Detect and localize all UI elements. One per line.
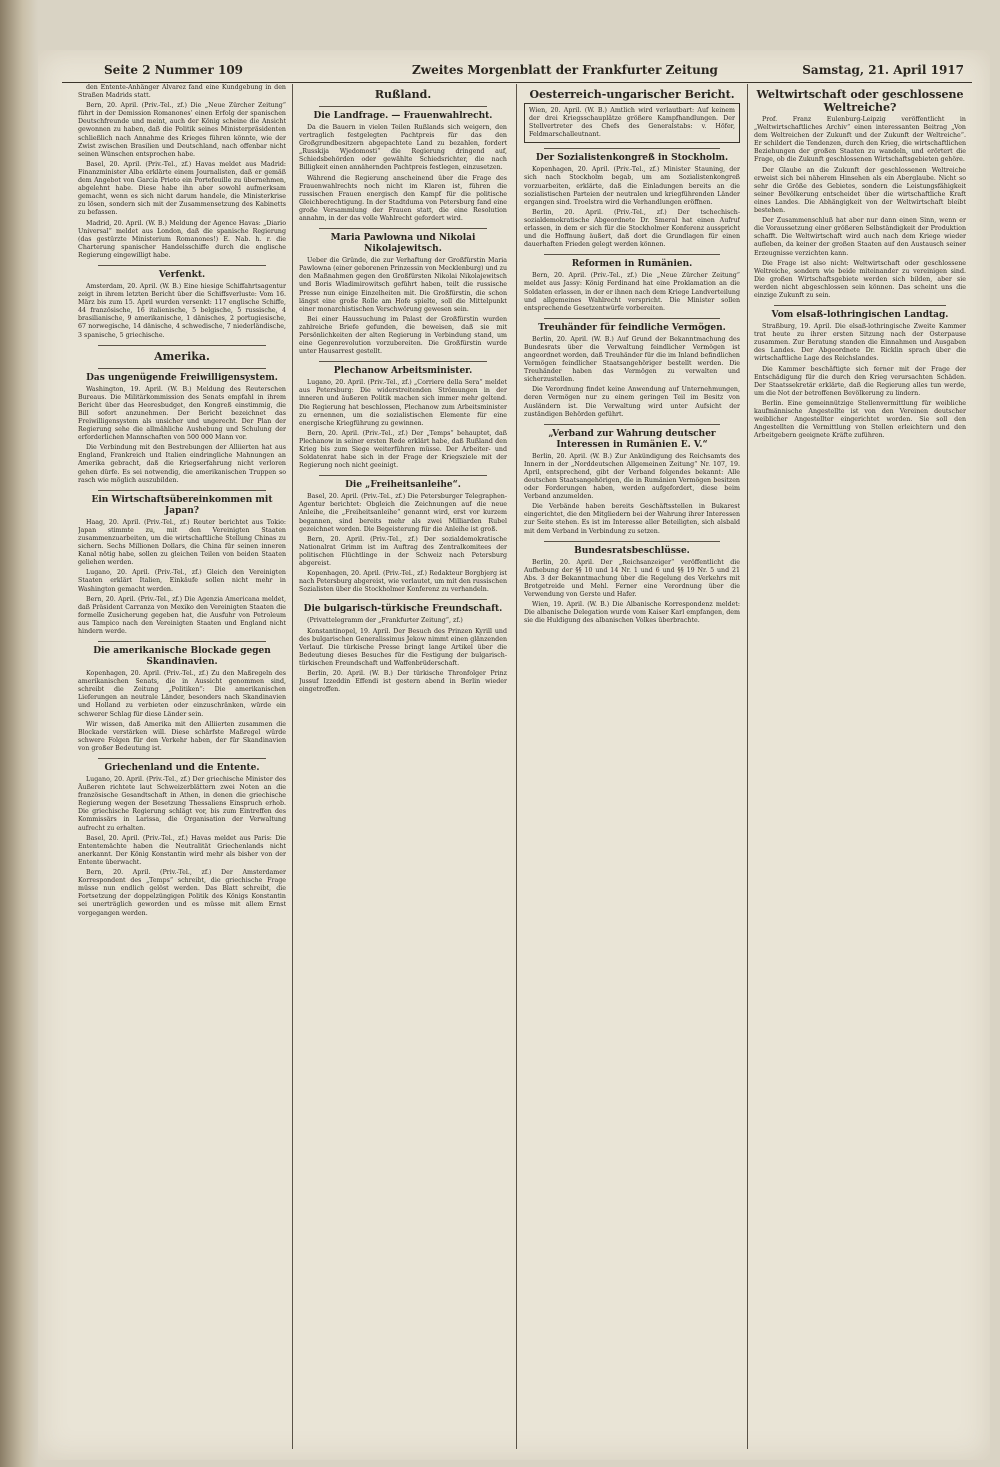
section-headline: „Verband zur Wahrung deutscher Interessen in Rumänien E. V.“ — [548, 428, 716, 450]
article-paragraph: Bern, 20. April. (Priv.-Tel., zf.) Der „Temps“ behauptet, daß Plechanow in seiner ersten Rede erklärt habe, daß Rußland den Krieg bis zum Siege weiterführen müsse. Der Arbeiter- und Soldatenrat habe sich in der Frage der Kriegsziele mit der Regierung noch nicht geeinigt. — [299, 429, 507, 470]
section-divider — [319, 106, 487, 107]
article-paragraph: Wien, 19. April. (W. B.) Die Albanische Korrespondenz meldet: Die albanische Delegation wurde vom Kaiser Karl empfangen, dem sie die Huldigung des albanischen Volkes überbrachte. — [524, 601, 740, 625]
article-paragraph: Bei einer Haussuchung im Palast der Großfürstin wurden zahlreiche Briefe gefunden, die beweisen, daß sie mit Persönlichkeiten der alten Regierung in Verbindung stand, um eine Gegenrevolution vorzubereiten. Die Großfürstin wurde unter Hausarrest gestellt. — [299, 315, 507, 356]
article-paragraph: Lugano, 20. April. (Priv.-Tel., zf.) „Corriere della Sera“ meldet aus Petersburg: Die widerstreitenden Strömungen in der inneren und äußeren Politik machen sich immer mehr geltend. Die Regierung hat beschlossen, Plechanow zum Arbeitsminister zu ernennen, um die sozialistischen Elemente für eine energische Kriegführung zu gewinnen. — [299, 379, 507, 427]
article-paragraph: Washington, 19. April. (W. B.) Meldung des Reuterschen Bureaus. Die Militärkommission des Senats empfahl in ihrem Bericht über das Heeresbudget, den Kongreß einstimmig, die Bill sofort anzunehmen. Der Bericht bezeichnet das Freiwilligensystem als unsicher und ungerecht. Der Plan der Regierung sehe die allmähliche Aushebung und Schulung der erforderlichen Mannschaften von 500 000 Mann vor. — [78, 385, 286, 442]
article-paragraph: Ueber die Gründe, die zur Verhaftung der Großfürstin Maria Pawlowna (einer geborenen Prinzessin von Mecklenburg) und zu den Maßnahmen gegen den Großfürsten Nikolai Nikolajewitsch und Boris Wladimirowitsch geführt haben, teilt die russische Presse nun einige Einzelheiten mit. Die Großfürstin, die schon längst eine große Rolle am Hofe spielte, soll die Mittelpunkt einer monarchistischen Verschwörung gewesen sein. — [299, 257, 507, 313]
column-rule — [747, 84, 748, 1449]
article-paragraph: Basel, 20. April. (Priv.-Tel., zf.) Havas meldet aus Madrid: Finanzminister Alba erklärte einem Journalisten, daß er gemäß dem Angebot von García Prieto ein Portefeuille zu übernehmen, abgelehnt habe. Diese habe ihn aber sowohl aufmerksam gemacht, wenn es sich nicht darum handele, die Ministerkrise zu lösen, sondern sich mit der Zusammensetzung des Kabinetts zu befassen. — [78, 160, 286, 217]
article-paragraph: Prof. Franz Eulenburg-Leipzig veröffentlicht in „Weltwirtschaftliches Archiv“ einen interessanten Beitrag „Von dem Weltreichen der Zukunft und der Zukunft der Weltreiche“. Er schildert die Tendenzen, durch den Krieg, die wirtschaftlichen Beziehungen der großen Staaten zu wandeln, und erörtert die Frage, ob die Zukunft geschlossenen Wirtschaftsgebieten gehöre. — [754, 116, 966, 164]
section-headline: Ein Wirtschaftsübereinkommen mit Japan? — [91, 494, 273, 516]
section-divider — [544, 424, 720, 425]
section-headline: Vom elsaß-lothringischen Landtag. — [771, 310, 949, 321]
book-spine — [0, 0, 38, 1467]
boxed-bulletin: Wien, 20. April. (W. B.) Amtlich wird verlautbart: Auf keinem der drei Kriegsschauplätze größere Kampfhandlungen. Der Stellvertreter des Chefs des Generalstabs: v. Höfer, Feldmarschalleutnant. — [524, 103, 740, 143]
article-paragraph: Bern, 20. April. (Priv.-Tel., zf.) Die „Neue Zürcher Zeitung“ führt in der Demission Romanones’ einen Erfolg der spanischen Deutschfreunde und meint, auch der König scheine die Ansicht gewonnen zu haben, daß die Politik seines Ministerpräsidenten schließlich nach Annahme des Krieges führen könnte, wie der Zwist zwischen Brasilien und Deutschland, nach offenbar nicht seinen Wünschen entsprochen habe. — [78, 102, 286, 158]
article-paragraph: Kopenhagen, 20. April. (Priv.-Tel., zf.) Minister Stauning, der sich nach Stockholm begab, um am Sozialistenkongreß vorzuarbeiten, erklärte, daß die Einladungen bereits an die sozialistischen Parteien der neutralen und kriegführenden Länder ergangen sind. Troelstra wird die Verhandlungen eröffnen. — [524, 166, 740, 206]
article-paragraph: Madrid, 20. April. (W. B.) Meldung der Agence Havas: „Diario Universal“ meldet aus London, daß die spanische Regierung (das gestürzte Ministerium Romanones!) E. Nab. h. r. die Charterung spanischer Handelsschiffe durch die englische Regierung eingewilligt habe. — [78, 219, 286, 259]
section-headline: Das ungenügende Freiwilligensystem. — [86, 372, 278, 383]
article-paragraph: den Entente-Anhänger Alvarez fand eine Kundgebung in den Straßen Madrids statt. — [78, 84, 286, 100]
section-divider — [774, 305, 946, 306]
article-paragraph: Lugano, 20. April. (Priv.-Tel., zf.) Gleich den Vereinigten Staaten erklärt Italien, Einkäufe sollen nicht mehr in Washington gemacht werden. — [78, 569, 286, 593]
article-paragraph: Lugano, 20. April. (Priv.-Tel., zf.) Der griechische Minister des Äußeren richtete laut Schweizerblättern zwei Noten an die französische Gesandtschaft in Athen, in denen die griechische Regierung wegen der Besetzung Thessaliens Einspruch erhob. Die griechische Regierung schlägt vor, bis zum Eintreffen des Kommissärs in Larissa, die Organisation der Verwaltung aufrecht zu erhalten. — [78, 776, 286, 832]
article-paragraph: Da die Bauern in vielen Teilen Rußlands sich weigern, den vertraglich festgelegten Pachtpreis für das den Großgrundbesitzern abgepachtete Land zu bezahlen, fordert „Russkija Wjedomosti“ die Regierung dringend auf, Schiedsbehörden oder gewählte Schiedsrichter, die nach Billigkeit einen annähernden Pachtpreis festlegen, einzusetzen. — [299, 124, 507, 172]
section-headline: Weltwirtschaft oder geschlossene Weltreiche? — [756, 88, 964, 114]
section-divider — [98, 368, 266, 369]
section-headline: Bundesratsbeschlüsse. — [574, 545, 690, 556]
article-paragraph: Bern, 20. April. (Priv.-Tel., zf.) Die Agenzia Americana meldet, daß Präsident Carranza von Mexiko den Vereinigten Staaten die formelle Zusicherung gegeben hat, die Ausfuhr von Petroleum aus Tampico nach den Vereinigten Staaten und England nicht hindern werde. — [78, 595, 286, 635]
article-paragraph: (Privattelegramm der „Frankfurter Zeitung“, zf.) — [307, 617, 463, 625]
article-paragraph: Die Kammer beschäftigte sich ferner mit der Frage der Entschädigung für die durch den Krieg verursachten Schäden. Der Staatssekretär erklärte, daß die Regierung alles tun werde, um die Not der betroffenen Bevölkerung zu lindern. — [754, 365, 966, 397]
section-divider — [98, 758, 266, 759]
section-divider — [544, 254, 720, 255]
article-paragraph: Basel, 20. April. (Priv.-Tel., zf.) Die Petersburger Telegraphen-Agentur berichtet: Obgleich die Zeichnungen auf die neue Anleihe, die „Freiheitsanleihe“ genannt wird, erst vor kurzem begannen, sind bereits mehr als zwei Milliarden Rubel gezeichnet worden. Die Begeisterung für die Anleihe ist groß. — [299, 493, 507, 533]
article-paragraph: Die Frage ist also nicht: Weltwirtschaft oder geschlossene Weltreiche, sondern wie beide miteinander zu vereinigen sind. Die großen Wirtschaftsgebiete werden sich bilden, aber sie werden nicht abgeschlossen sein können. Das scheint uns die einzige Zukunft zu sein. — [754, 259, 966, 299]
section-divider — [319, 228, 487, 229]
article-paragraph: Kopenhagen, 20. April. (Priv.-Tel., zf.) Redakteur Borgbjerg ist nach Petersburg abgereist, wie verlautet, um mit den russischen Sozialisten über die Stockholmer Konferenz zu verhandeln. — [299, 570, 507, 594]
section-divider — [319, 475, 487, 476]
article-paragraph: Berlin, 20. April. Der „Reichsanzeiger“ veröffentlicht die Aufhebung der §§ 10 und 14 Nr. 1 und 6 und §§ 19 Nr. 5 und 21 Abs. 3 der Bekanntmachung über die Regelung des Verkehrs mit Brotgetreide und Mehl. Ferner eine Verordnung über die Verwendung von Gerste und Hafer. — [524, 558, 740, 599]
section-headline: Die „Freiheitsanleihe“. — [345, 480, 461, 491]
article-paragraph: Berlin, 20. April. (W. B.) Zur Ankündigung des Reichsamts des Innern in der „Norddeutschen Allgemeinen Zeitung“ Nr. 107, 19. April, entsprechend, gibt der Verband folgendes bekannt: Alle deutschen Staatsangehörigen, die in Rumänien Vermögen besitzen oder Forderungen haben, werden aufgefordert, diese beim Verband anzumelden. — [524, 452, 740, 501]
article-paragraph: Amsterdam, 20. April. (W. B.) Eine hiesige Schiffahrtsagentur zeigt in ihrem letzten Bericht über die Schiffsverluste: Vom 16. März bis zum 15. April wurden versenkt: 117 englische Schiffe, 44 französische, 16 italienische, 5 belgische, 5 russische, 4 brasilianische, 9 amerikanische, 1 dänisches, 2 portugiesische, 67 norwegische, 14 dänische, 4 schwedische, 7 niederländische, 3 spanische, 5 griechische. — [78, 282, 286, 339]
section-divider — [98, 490, 266, 491]
section-headline: Reformen in Rumänien. — [571, 259, 693, 270]
column-rule — [516, 84, 517, 1449]
section-divider — [544, 318, 720, 319]
article-paragraph: Haag, 20. April. (Priv.-Tel., zf.) Reuter berichtet aus Tokio: Japan stimmte zu, mit den Vereinigten Staaten zusammenzuarbeiten, um die wirtschaftliche Stellung Chinas zu sichern. Sechs Millionen Dollars, die China für seinen inneren Kanal nötig habe, sollen zu gleichen Teilen von beiden Staaten geliehen werden. — [78, 518, 286, 567]
article-paragraph: Basel, 20. April. (Priv.-Tel., zf.) Havas meldet aus Paris: Die Ententemächte haben die Neutralität Griechenlands nicht anerkannt. Der König Konstantin wird mehr als bisher von der Entente überwacht. — [78, 834, 286, 866]
section-headline: Verfenkt. — [158, 269, 206, 280]
article-paragraph: Die Verbände haben bereits Geschäftsstellen in Bukarest eingerichtet, die den Mitgliedern bei der Wahrung ihrer Interessen zur Seite stehen. Es ist im Interesse aller Beteiligten, sich alsbald mit dem Verband in Verbindung zu setzen. — [524, 503, 740, 535]
section-headline: Griechenland und die Entente. — [104, 763, 260, 773]
article-paragraph: Kopenhagen, 20. April. (Priv.-Tel., zf.) Zu den Maßregeln des amerikanischen Senats, die in Aussicht genommen sind, schreibt die Zeitung „Politiken“: Die amerikanischen Lieferungen an neutrale Länder, besonders nach Skandinavien und Holland zu verbieten oder einzuschränken, würde ein schwerer Schlag für diese Länder sein. — [78, 670, 286, 718]
article-paragraph: Berlin, 20. April. (W. B.) Auf Grund der Bekanntmachung des Bundesrats über die Verwaltung feindlicher Vermögen ist angeordnet worden, daß Treuhänder für die im Inland befindlichen Vermögen feindlicher Staatsangehöriger bestellt werden. Die Treuhänder haben das Vermögen zu verwalten und sicherzustellen. — [524, 335, 740, 384]
column-rule — [292, 84, 293, 1449]
article-paragraph: Während die Regierung anscheinend über die Frage des Frauenwahlrechts noch nicht im Klaren ist, führen die russischen Frauen energisch den Kampf für die politische Gleichberechtigung. In der Stadtduma von Petersburg fand eine große Versammlung der Frauen statt, die eine Resolution annahm, in der das volle Wahlrecht gefordert wird. — [299, 174, 507, 223]
section-divider — [98, 345, 266, 346]
section-headline: Die amerikanische Blockade gegen Skandinavien. — [93, 646, 271, 668]
header-right: Samstag, 21. April 1917 — [802, 63, 964, 77]
section-headline: Amerika. — [154, 349, 210, 363]
article-paragraph: Der Zusammenschluß hat aber nur dann einen Sinn, wenn er die Voraussetzung einer größeren Selbständigkeit der Produktion schafft. Die Weltwirtschaft wird auch nach dem Kriege wieder aufleben, da keiner der großen Staaten auf den Austausch seiner Erzeugnisse verzichten kann. — [754, 217, 966, 257]
section-divider — [319, 361, 487, 362]
header-left: Seite 2 Nummer 109 — [104, 63, 244, 77]
section-headline: Rußland. — [374, 88, 432, 101]
section-headline: Maria Pawlowna und Nikolai Nikolajewitsch. — [330, 233, 476, 255]
article-paragraph: Straßburg, 19. April. Die elsaß-lothringische Zweite Kammer trat heute zu ihrer ersten Sitzung nach der Osterpause zusammen. Zur Beratung standen die Einnahmen und Ausgaben des Landes. Der Abgeordnete Dr. Ricklin sprach über die wirtschaftliche Lage des Reichslandes. — [754, 323, 966, 363]
section-divider — [544, 541, 720, 542]
section-divider — [98, 641, 266, 642]
article-paragraph: Berlin, 20. April. (Priv.-Tel., zf.) Der tschechisch-sozialdemokratische Abgeordnete Dr. Smeral hat einen Aufruf erlassen, in dem er sich für die Stockholmer Konferenz ausspricht und die Hoffnung äußert, daß dort die Grundlagen für einen dauerhaften Frieden gelegt werden können. — [524, 208, 740, 249]
article-paragraph: Bern, 20. April. (Priv.-Tel., zf.) Die „Neue Zürcher Zeitung“ meldet aus Jassy: König Ferdinand hat eine Proklamation an die Soldaten erlassen, in der er ihnen nach dem Kriege Landverteilung und allgemeines Wahlrecht verspricht. Die Minister sollen entsprechende Gesetzentwürfe vorbereiten. — [524, 272, 740, 312]
section-divider — [319, 599, 487, 600]
section-divider — [544, 148, 720, 149]
section-headline: Oesterreich-ungarischer Bericht. — [529, 88, 735, 101]
section-headline: Die bulgarisch-türkische Freundschaft. — [303, 604, 503, 615]
columns — [78, 84, 978, 1454]
column-4 — [754, 84, 966, 1449]
article-paragraph: Wir wissen, daß Amerika mit den Alliierten zusammen die Blockade verstärken will. Diese schärfste Maßregel würde schwere Folgen für den Verkehr haben, der für Skandinavien von großer Bedeutung ist. — [78, 720, 286, 752]
article-paragraph: Die Verordnung findet keine Anwendung auf Unternehmungen, deren Vermögen nur zu einem geringen Teil im Besitz von Ausländern ist. Die Verwaltung wird unter Aufsicht der zuständigen Behörden geführt. — [524, 386, 740, 418]
column-3 — [524, 84, 740, 1449]
section-headline: Der Sozialistenkongreß in Stockholm. — [535, 153, 729, 164]
section-headline: Die Landfrage. — Frauenwahlrecht. — [313, 111, 493, 121]
section-headline: Treuhänder für feindliche Vermögen. — [538, 322, 726, 333]
article-paragraph: Bern, 20. April. (Priv.-Tel., zf.) Der Amsterdamer Korrespondent des „Temps“ schreibt, die griechische Frage müsse nun endlich gelöst werden. Das Blatt schreibt, die Fortsetzung der doppelzüngigen Politik des Königs Konstantin sei unerträglich geworden und es müsse mit allem Ernst vorgegangen werden. — [78, 869, 286, 917]
article-paragraph: Berlin, 20. April. (W. B.) Der türkische Thronfolger Prinz Jussuf Izzeddin Effendi ist gestern abend in Berlin wieder eingetroffen. — [299, 669, 507, 694]
section-divider — [98, 265, 266, 266]
article-paragraph: Bern, 20. April. (Priv.-Tel., zf.) Der sozialdemokratische Nationalrat Grimm ist im Auftrag des Zentralkomitees der politischen Flüchtlinge in der Schweiz nach Petersburg abgereist. — [299, 535, 507, 568]
column-2 — [299, 84, 507, 1449]
article-paragraph: Der Glaube an die Zukunft der geschlossenen Weltreiche erweist sich bei näherem Hinsehen als ein Aberglaube. Nicht so sehr die Größe des Gebietes, sondern die Leistungsfähigkeit seiner Bevölkerung entscheidet über die wirtschaftliche Kraft eines Landes. Die Abhängigkeit von der Weltwirtschaft bleibt bestehen. — [754, 166, 966, 215]
article-paragraph: Berlin. Eine gemeinnützige Stellenvermittlung für weibliche kaufmännische Angestellte ist von den Vereinen deutscher weiblicher Angestellter eingerichtet worden. Sie soll den Angestellten die Vermittlung von Stellen erleichtern und den Arbeitgebern geeignete Kräfte zuführen. — [754, 399, 966, 440]
column-1 — [78, 84, 286, 1449]
article-paragraph: Die Verbindung mit den Bestrebungen der Alliierten hat aus England, Frankreich und Italien eindringliche Mahnungen an Amerika gebracht, daß die Kriegserfahrung nicht verloren gehen dürfe. Es sei notwendig, die amerikanischen Truppen so rasch wie möglich auszubilden. — [78, 444, 286, 484]
header-center: Zweites Morgenblatt der Frankfurter Zeitung — [412, 63, 718, 77]
article-paragraph: Konstantinopel, 19. April. Der Besuch des Prinzen Kyrill und des bulgarischen Generalissimus Jekow nimmt einen glänzenden Verlauf. Die türkische Presse bringt lange Artikel über die Bedeutung dieses Besuches für die Festigung der bulgarisch-türkischen Freundschaft und Waffenbrüderschaft. — [299, 627, 507, 667]
page-header — [62, 60, 972, 83]
section-headline: Plechanow Arbeitsminister. — [333, 366, 473, 377]
